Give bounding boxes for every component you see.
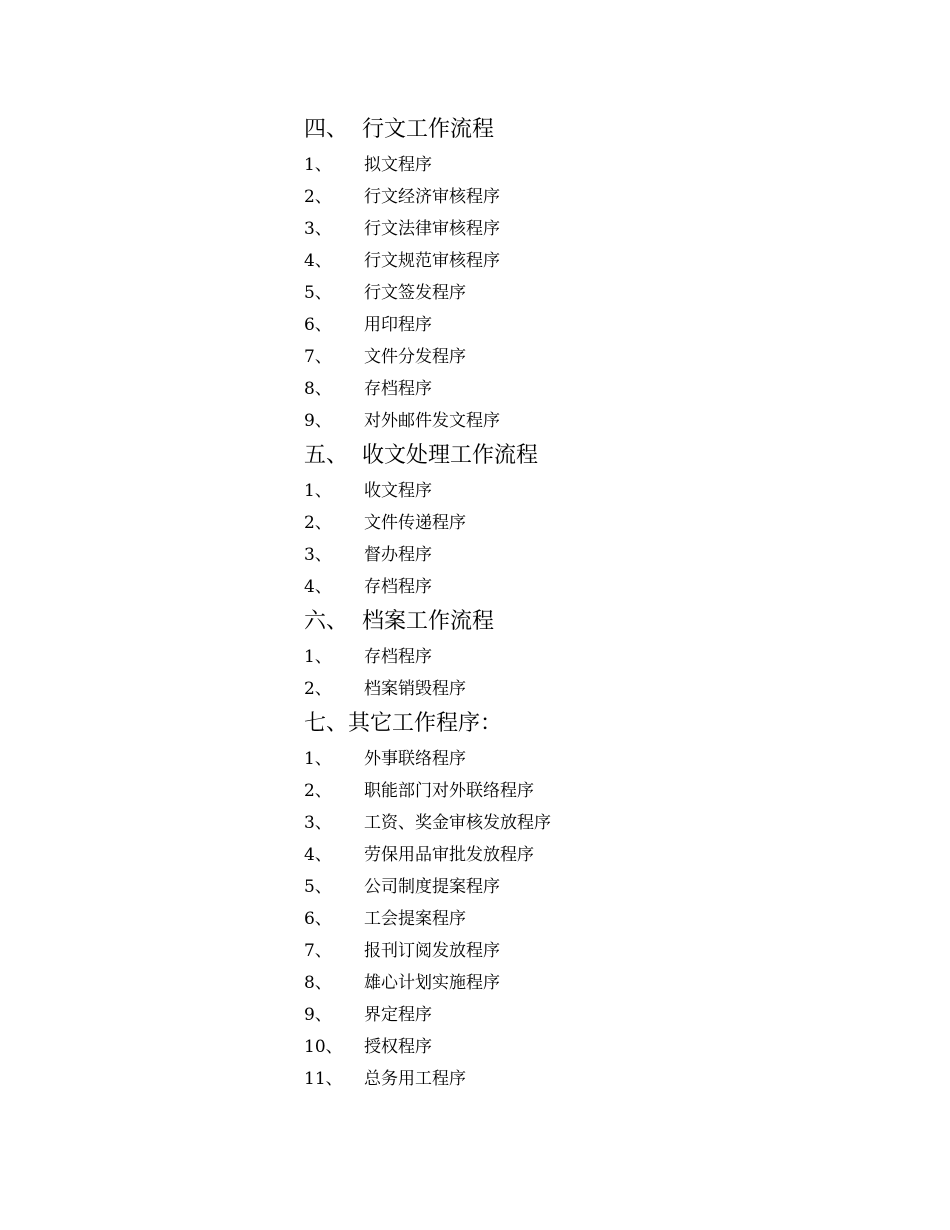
item-number: 6、 [304,908,332,929]
item-number: 9、 [304,410,332,431]
item-number: 8、 [304,378,332,399]
section-heading [304,108,864,146]
section-number: 六、 [304,608,349,634]
list-item [304,568,864,600]
item-text: 外事联络程序 [364,748,466,769]
item-number: 6、 [304,314,332,335]
item-text: 对外邮件发文程序 [364,410,500,431]
list-item [304,338,864,370]
item-text: 存档程序 [364,646,432,667]
item-text: 文件传递程序 [364,512,466,533]
item-text: 存档程序 [364,576,432,597]
item-number: 2、 [304,780,332,801]
item-number: 4、 [304,844,332,865]
list-item [304,772,864,804]
item-text: 授权程序 [364,1036,432,1057]
item-number: 1、 [304,748,332,769]
list-item [304,638,864,670]
item-text: 行文规范审核程序 [364,250,500,271]
section-0 [304,108,864,434]
list-item [304,836,864,868]
item-number: 11、 [304,1068,343,1089]
item-number: 2、 [304,678,332,699]
section-heading [304,702,864,740]
list-item [304,740,864,772]
item-text: 工资、奖金审核发放程序 [364,812,551,833]
item-number: 8、 [304,972,332,993]
list-item [304,242,864,274]
item-number: 1、 [304,480,332,501]
item-text: 拟文程序 [364,154,432,175]
list-item [304,964,864,996]
section-number: 五、 [304,442,349,468]
section-1 [304,434,864,600]
list-item [304,868,864,900]
item-number: 5、 [304,282,332,303]
section-number: 四、 [304,116,349,142]
section-heading [304,434,864,472]
item-text: 职能部门对外联络程序 [364,780,534,801]
section-number: 七、 [304,710,349,736]
list-item [304,274,864,306]
item-text: 公司制度提案程序 [364,876,500,897]
item-number: 10、 [304,1036,343,1057]
item-number: 2、 [304,186,332,207]
item-number: 3、 [304,218,332,239]
document-body [304,108,864,1092]
section-heading [304,600,864,638]
item-number: 7、 [304,940,332,961]
section-title: 其它工作程序： [348,710,503,736]
item-number: 3、 [304,812,332,833]
section-3 [304,702,864,1092]
list-item [304,504,864,536]
item-number: 7、 [304,346,332,367]
item-number: 9、 [304,1004,332,1025]
list-item [304,996,864,1028]
item-text: 界定程序 [364,1004,432,1025]
item-text: 存档程序 [364,378,432,399]
item-number: 2、 [304,512,332,533]
item-text: 劳保用品审批发放程序 [364,844,534,865]
item-text: 用印程序 [364,314,432,335]
item-text: 报刊订阅发放程序 [364,940,500,961]
item-text: 行文签发程序 [364,282,466,303]
item-text: 文件分发程序 [364,346,466,367]
item-text: 行文法律审核程序 [364,218,500,239]
list-item [304,146,864,178]
item-number: 3、 [304,544,332,565]
item-number: 4、 [304,576,332,597]
item-number: 1、 [304,646,332,667]
section-2 [304,600,864,702]
list-item [304,804,864,836]
section-title: 收文处理工作流程 [362,442,539,468]
list-item [304,1060,864,1092]
list-item [304,306,864,338]
section-title: 档案工作流程 [362,608,495,634]
item-text: 雄心计划实施程序 [364,972,500,993]
item-number: 5、 [304,876,332,897]
list-item [304,402,864,434]
list-item [304,670,864,702]
list-item [304,900,864,932]
list-item [304,178,864,210]
item-text: 档案销毁程序 [364,678,466,699]
list-item [304,932,864,964]
section-title: 行文工作流程 [362,116,495,142]
item-text: 督办程序 [364,544,432,565]
item-number: 4、 [304,250,332,271]
item-text: 工会提案程序 [364,908,466,929]
list-item [304,370,864,402]
list-item [304,472,864,504]
item-text: 行文经济审核程序 [364,186,500,207]
item-number: 1、 [304,154,332,175]
list-item [304,536,864,568]
item-text: 总务用工程序 [364,1068,466,1089]
item-text: 收文程序 [364,480,432,501]
list-item [304,210,864,242]
list-item [304,1028,864,1060]
